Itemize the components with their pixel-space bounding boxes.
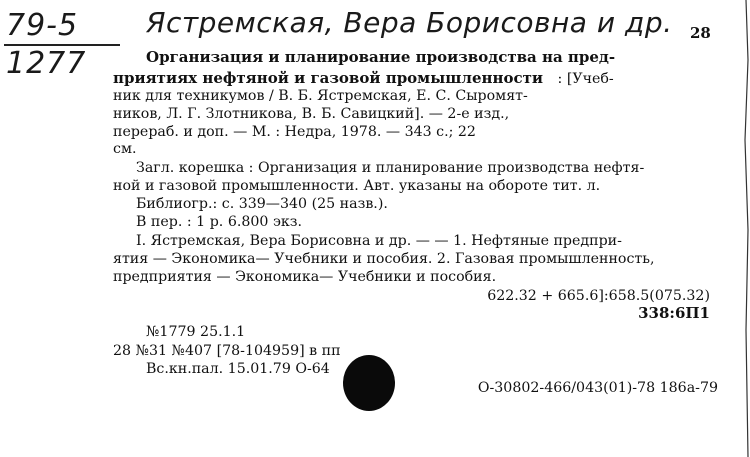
handwritten-inventory-number: 1277 (6, 46, 87, 81)
classification-code: 338:6П1 (638, 304, 710, 322)
note-line: ной и газовой промышленности. Авт. указаны на обороте тит. л. (113, 178, 601, 194)
imprint-line: перераб. и доп. — М. : Недра, 1978. — 343 с.; 22 (113, 124, 476, 140)
order-line: Вс.кн.пал. 15.01.79 О-64 (146, 361, 330, 377)
title-line-2-row (113, 71, 614, 87)
handwritten-call-number: 79-5 (6, 8, 79, 43)
ink-stamp-blot (343, 355, 395, 411)
handwritten-author-note: Ястремская, Вера Борисовна и др. (146, 6, 673, 39)
title-line-2: приятиях нефтяной и газовой промышленности (113, 69, 544, 87)
classification-index: 622.32 + 665.6]:658.5(075.32) (487, 288, 710, 304)
order-line: 28 №31 №407 [78-104959] в пп (113, 343, 341, 359)
bibliography-note: Библиогр.: с. 339—340 (25 назв.). (136, 196, 388, 212)
page-number: 28 (690, 24, 711, 42)
title-line-1: Организация и планирование производства на пред- (146, 48, 616, 66)
title-line-2-tail: : [Учеб- (557, 71, 614, 87)
order-line: №1779 25.1.1 (146, 324, 246, 340)
note-line: Загл. корешка : Организация и планирование производства нефтя- (136, 160, 645, 176)
imprint-line: ник для техникумов / В. Б. Ястремская, Е. С. Сыромят- (113, 88, 528, 104)
price-note: В пер. : 1 р. 6.800 экз. (136, 214, 303, 230)
imprint-line: см. (113, 141, 137, 157)
imprint-line: ников, Л. Г. Злотникова, В. Б. Савицкий]. — 2-е изд., (113, 106, 510, 122)
subject-line: I. Ястремская, Вера Борисовна и др. — — 1. Нефтяные предпри- (136, 233, 622, 249)
subject-line: ятия — Экономика— Учебники и пособия. 2. Газовая промышленность, (113, 251, 655, 267)
card-edge-mark (738, 0, 750, 457)
subject-line: предприятия — Экономика— Учебники и пособия. (113, 269, 497, 285)
catalog-code: О-30802-466/043(01)-78 186а-79 (477, 380, 718, 396)
